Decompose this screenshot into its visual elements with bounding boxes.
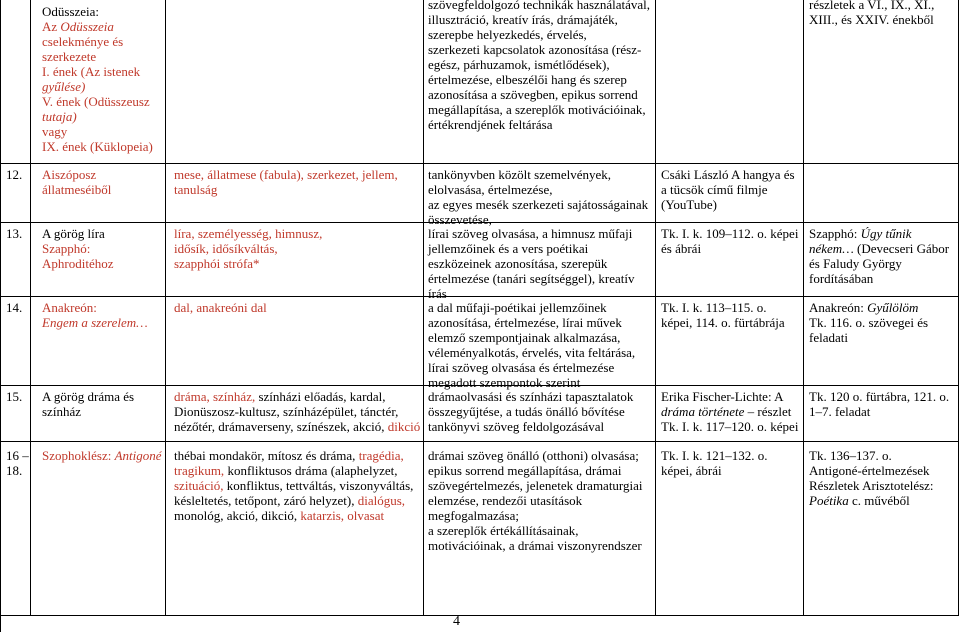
concept-line: tragikum, konfliktusos dráma (alaphelyzet, <box>174 463 398 478</box>
skill-line: jellemzőinek és a vers poétikai <box>428 241 589 256</box>
skill-line: drámai szöveg önálló (otthoni) olvasása; <box>428 448 639 463</box>
page-number: 4 <box>453 614 460 629</box>
odusszeia-line: IX. ének (Küklopeia) <box>42 139 153 154</box>
row14-concepts <box>174 300 420 315</box>
skill-line: szerkezeti kapcsolatok azonosítása (rész- <box>428 42 642 57</box>
row15-concepts <box>174 389 422 434</box>
row13-number: 13. <box>6 226 23 241</box>
concept-line: thébai mondakör, mítosz és dráma, tragédia, <box>174 448 404 463</box>
extra-line: részletek a VI., IX., XI., <box>809 0 935 12</box>
row13-skills <box>428 226 653 301</box>
skill-line: írás <box>428 286 447 301</box>
extra-line: XIII., és XXIV. énekből <box>809 12 934 27</box>
rule-col3 <box>423 0 424 615</box>
row15-media <box>661 389 801 434</box>
row16-extra <box>809 448 957 508</box>
odusszeia-line: vagy <box>42 124 68 139</box>
row16-number <box>6 448 29 478</box>
row14-extra <box>809 300 957 345</box>
skill-line: értékrendjének feltárása <box>428 117 553 132</box>
odusszeia-line: V. ének (Odüsszeusz <box>42 94 150 109</box>
media-line: Csáki László A hangya és <box>661 167 795 182</box>
row14-skills <box>428 300 653 390</box>
row12-skills <box>428 167 653 227</box>
skill-line: egész, párhuzamok, ismétlődések), <box>428 57 610 72</box>
title-line: Aphroditéhoz <box>42 256 114 271</box>
title-line: A görög líra <box>42 226 105 241</box>
concept-line: líra, személyesség, himnusz, <box>174 226 323 241</box>
skill-line: epikus sorrend megállapítása, drámai <box>428 463 622 478</box>
skill-line: tankönyvben közölt szemelvények, <box>428 167 612 182</box>
skill-line: azonosítása a szövegben, epikus sorrend <box>428 87 638 102</box>
extra-line: 1–7. feladat <box>809 404 871 419</box>
rule-row-16 <box>0 441 959 442</box>
skill-line: értelmezése (tanári segítséggel), kreatív <box>428 271 635 286</box>
concept-line: szapphói strófa* <box>174 256 260 271</box>
odusszeia-italic: Odüsszeia <box>60 19 114 34</box>
extra-line: Tk. 116. o. szövegei és <box>809 315 929 330</box>
extra-line: Anakreón: Gyűlölöm <box>809 300 919 315</box>
rule-bottom <box>0 615 959 616</box>
skill-line: megadott szempontok szerint <box>428 375 581 390</box>
title-line: állatmeséiből <box>42 182 112 197</box>
media-line: képei, ábrái <box>661 463 722 478</box>
odusszeia-title <box>42 4 162 154</box>
row15-title <box>42 389 162 419</box>
skill-line: elemző szempontjainak alkalmazása, <box>428 330 621 345</box>
row14-title <box>42 300 162 330</box>
extra-line: fordításában <box>809 271 874 286</box>
odusszeia-heading: Odüsszeia: <box>42 4 100 19</box>
skill-line: összegyűjtése, a tudás önálló bővítése <box>428 404 625 419</box>
row15-extra <box>809 389 957 419</box>
media-line: Erika Fischer-Lichte: A <box>661 389 784 404</box>
skill-line: eszközeinek azonosítása, szerepük <box>428 256 608 271</box>
concept-line: dal, anakreóni dal <box>174 300 267 315</box>
extra-line: Tk. 120 o. fürtábra, 121. o. <box>809 389 950 404</box>
row15-skills <box>428 389 653 434</box>
media-line: képei, 114. o. fürtábrája <box>661 315 785 330</box>
extra-line: Részletek Arisztotelész: <box>809 478 934 493</box>
skill-line: a szereplők értékállításainak, <box>428 523 579 538</box>
skill-line: elemzése, rendezői utasítások <box>428 493 583 508</box>
row16-skills <box>428 448 653 553</box>
row14-number: 14. <box>6 300 23 315</box>
row16-concepts <box>174 448 422 523</box>
row12-number: 12. <box>6 167 23 182</box>
extra-line: és Faludy György <box>809 256 902 271</box>
odusszeia-line: cselekménye és <box>42 34 124 49</box>
skill-line: összevetése, <box>428 212 492 227</box>
row13-media <box>661 226 801 256</box>
odusszeia-line: szerkezete <box>42 49 97 64</box>
extra-line: Tk. 136–137. o. <box>809 448 892 463</box>
concept-line: szituáció, konfliktus, tettváltás, viszonyváltás, <box>174 478 414 493</box>
odusszeia-extra <box>809 0 957 27</box>
concept-line: nézőtér, drámaverseny, színészek, akció, dikció <box>174 419 421 434</box>
skill-line: illusztráció, kreatív írás, drámajáték, <box>428 12 618 27</box>
title-line: Szapphó: <box>42 241 91 256</box>
rule-right <box>958 0 959 615</box>
row12-media <box>661 167 801 212</box>
extra-line: nékem… (Devecseri Gábor <box>809 241 950 256</box>
extra-line: Antigoné-értelmezések <box>809 463 930 478</box>
skill-line: tankönyvi szöveg feldolgozásával <box>428 419 605 434</box>
number-line: 18. <box>6 463 23 478</box>
title-line: Aiszóposz <box>42 167 97 182</box>
media-line: Tk. I. k. 109–112. o. képei <box>661 226 799 241</box>
row14-media <box>661 300 801 330</box>
concept-line: tanulság <box>174 182 218 197</box>
row16-media <box>661 448 801 478</box>
media-line: (YouTube) <box>661 197 717 212</box>
title-line: színház <box>42 404 81 419</box>
title-line: Anakreón: <box>42 300 97 315</box>
extra-line: feladati <box>809 330 848 345</box>
extra-line: Poétika c. művéből <box>809 493 910 508</box>
concept-line: késleltetés, tetőpont, záró helyzet), dialógus, <box>174 493 406 508</box>
skill-line: értelmezése, elbeszélői hang és szerep <box>428 72 627 87</box>
media-line: dráma története – részlet <box>661 404 792 419</box>
rule-col1 <box>30 0 31 615</box>
skill-line: véleményalkotás, érvelés, vita feltárása, <box>428 345 636 360</box>
title-line: A görög dráma és <box>42 389 135 404</box>
odusszeia-line: gyűlése) <box>42 79 86 94</box>
skill-line: szövegfeldolgozó technikák használatával, <box>428 0 650 12</box>
rule-col5 <box>803 0 804 615</box>
concept-line: mese, állatmese (fabula), szerkezet, jellem, <box>174 167 398 182</box>
title-line: Engem a szerelem… <box>42 315 148 330</box>
skill-line: a dal műfaji-poétikai jellemzőinek <box>428 300 607 315</box>
skill-line: az egyes mesék szerkezeti sajátosságainak <box>428 197 649 212</box>
skill-line: drámaolvasási és színházi tapasztalatok <box>428 389 634 404</box>
concept-line: Dionüszosz-kultusz, színházépület, tánctér, <box>174 404 399 419</box>
concept-line: dráma, színház, színházi előadás, kardal, <box>174 389 386 404</box>
skill-line: motivációinak, a drámai viszonyrendszer <box>428 538 642 553</box>
odusszeia-line: Az Odüsszeia <box>42 19 114 34</box>
row13-title <box>42 226 162 271</box>
media-line: Tk. I. k. 121–132. o. <box>661 448 768 463</box>
skill-line: lírai szöveg olvasása és értelmezése <box>428 360 615 375</box>
skill-line: lírai szöveg olvasása, a himnusz műfaji <box>428 226 633 241</box>
rule-row-12 <box>0 163 959 164</box>
concept-line: monológ, akció, dikció, katarzis, olvasat <box>174 508 385 523</box>
odusszeia-line: I. ének (Az istenek <box>42 64 141 79</box>
skill-line: megállapítása, a szereplők motivációinak, <box>428 102 646 117</box>
number-line: 16 – <box>6 448 29 463</box>
extra-line: Szapphó: Úgy tűnik <box>809 226 912 241</box>
odusszeia-line: tutaja) <box>42 109 77 124</box>
media-line: és ábrái <box>661 241 702 256</box>
skill-line: szövegértelmezés, jelenetek dramaturgiai <box>428 478 643 493</box>
media-line: Tk. I. k. 117–120. o. képei <box>661 419 799 434</box>
rule-col4 <box>655 0 656 615</box>
concept-line: idősík, idősíkváltás, <box>174 241 278 256</box>
row16-title: Szophoklész: Antigoné <box>42 448 162 463</box>
rule-left <box>0 0 1 632</box>
row12-concepts <box>174 167 420 197</box>
row13-extra <box>809 226 957 286</box>
skill-line: azonosítása, értelmezése, lírai művek <box>428 315 622 330</box>
odusszeia-skills <box>428 0 653 132</box>
row15-number: 15. <box>6 389 23 404</box>
row13-concepts <box>174 226 420 271</box>
skill-line: megfogalmazása; <box>428 508 519 523</box>
rule-col2 <box>165 0 166 615</box>
skill-line: elolvasása, értelmezése, <box>428 182 553 197</box>
row12-title <box>42 167 162 197</box>
skill-line: szerepbe helyezkedés, érvelés, <box>428 27 587 42</box>
media-line: a tücsök című filmje <box>661 182 768 197</box>
media-line: Tk. I. k. 113–115. o. <box>661 300 767 315</box>
